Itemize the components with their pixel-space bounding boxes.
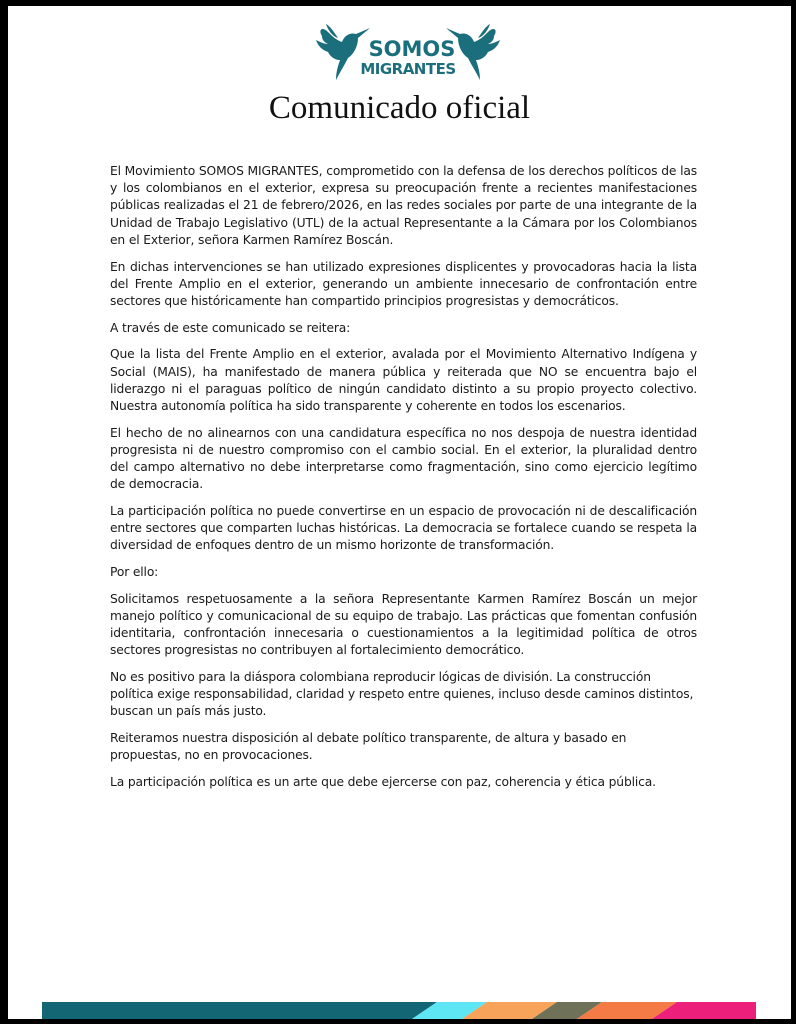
paragraph-closing: La participación política es un arte que debe ejercerse con paz, coherencia y ética pública.: [110, 775, 656, 790]
paragraph-therefore: Por ello:: [110, 565, 159, 580]
paragraph-participation: La participación política no puede convertirse en un espacio de provocación ni de descalificación entre sectores que comparten luchas históricas. La democracia se fortalece cuando se respeta la diversidad de enfoques dentro de un mismo horizonte de transformación.: [110, 503, 697, 553]
footer-color-band: [42, 1002, 756, 1019]
somos-migrantes-logo: [308, 6, 508, 86]
paragraph-frente-amplio: Que la lista del Frente Amplio en el exterior, avalada por el Movimiento Alternativo Indígena y Social (MAIS), ha manifestado de manera pública y reiterada que NO se encuentra bajo el liderazgo ni el paraguas político de ningún candidato distinto a su propio proyecto colectivo. Nuestra autonomía política ha sido transparente y coherente en todos los escenarios.: [110, 347, 697, 413]
document-page: [8, 6, 791, 1019]
logo-text-somos: SOMOS: [368, 37, 456, 61]
paragraph-interventions: En dichas intervenciones se han utilizado expresiones displicentes y provocadoras hacia la lista del Frente Amplio en el exterior, generando un ambiente innecesario de confrontación entre sectores que históricamente han compartido principios progresistas y democráticos.: [110, 259, 697, 308]
statement-body: [110, 163, 697, 801]
paragraph-diaspora: No es positivo para la diáspora colombiana reproducir lógicas de división. La construcción política exige responsabilidad, claridad y respeto entre quienes, incluso desde caminos distintos, buscan un país más justo.: [110, 670, 694, 719]
paragraph-identity: El hecho de no alinearnos con una candidatura específica no nos despoja de nuestra identidad progresista ni de nuestro compromiso con el cambio social. En el exterior, la pluralidad dentro del campo alternativo no debe interpretarse como fragmentación, sino como ejercicio legítimo de democracia.: [110, 425, 697, 492]
paragraph-reiterates: A través de este comunicado se reitera:: [110, 320, 351, 335]
paragraph-request: Solicitamos respetuosamente a la señora Representante Karmen Ramírez Boscán un mejor manejo político y comunicacional de su equipo de trabajo. Las prácticas que fomentan confusión identitaria, confrontación innecesaria o cuestionamientos a la legitimidad política de otros sectores progresistas no contribuyen al fortalecimiento democrático.: [110, 591, 697, 658]
logo-text-migrantes: MIGRANTES: [360, 60, 456, 78]
logo-graphic: [308, 6, 508, 86]
band-segment-teal: [42, 1002, 437, 1019]
page-title: Comunicado oficial: [268, 90, 531, 126]
paragraph-debate: Reiteramos nuestra disposición al debate político transparente, de altura y basado en propuestas, no en provocaciones.: [110, 731, 627, 763]
paragraph-intro: El Movimiento SOMOS MIGRANTES, comprometido con la defensa de los derechos políticos de las y los colombianos en el exterior, expresa su preocupación frente a recientes manifestaciones públicas realizadas el 21 de febrero/2026, en las redes sociales por parte de una integrante de la Unidad de Trabajo Legislativo (UTL) de la actual Representante a la Cámara por los Colombianos en el Exterior, señora Karmen Ramírez Boscán.: [110, 164, 697, 247]
